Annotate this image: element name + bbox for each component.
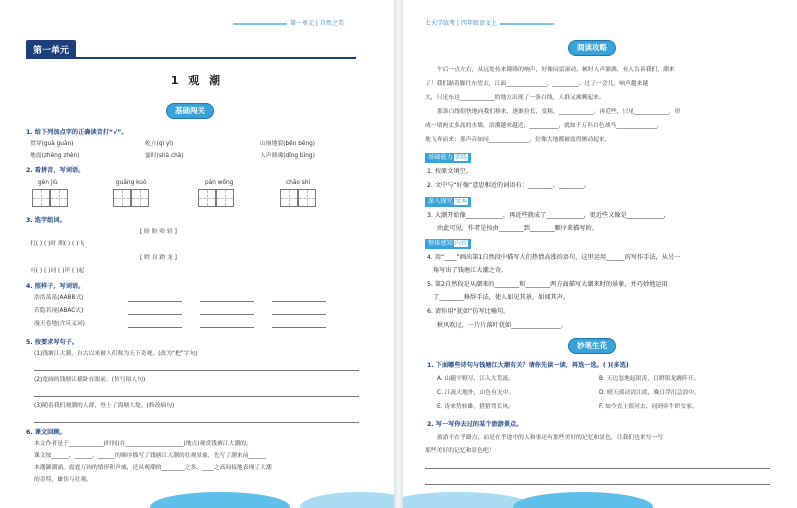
q6-title: 6. 课文回顾。 — [26, 429, 66, 436]
answer-line[interactable] — [272, 314, 326, 315]
q5-item: (3)随着我们观潮的人群，登上了海塘大堤。(修改病句) — [34, 403, 175, 409]
unit-divider — [26, 57, 356, 59]
answer-line[interactable] — [128, 314, 182, 315]
unit-badge: 第一单元 — [26, 40, 76, 59]
q1-item: 地震(zhèng zhèn) — [30, 153, 80, 159]
tag-basic-training: 基础能力 训练 — [425, 153, 471, 163]
answer-line[interactable] — [425, 484, 770, 485]
answer-line[interactable] — [200, 301, 254, 302]
q5-title: 5. 按要求写句子。 — [26, 339, 79, 346]
tag-overall: 整体感知 内容 — [425, 239, 471, 249]
q6-line: 课文按______、______、______的顺序描写了钱塘江大潮的壮观景象，先写了潮来前______ — [34, 453, 266, 459]
answer-line[interactable] — [128, 327, 182, 328]
q5-item: (2)宽阔的钱塘江横卧在眼前。(仿写拟人句) — [34, 377, 146, 383]
q3-row: 可( ) ( )词 ( )岸 ( )起 — [30, 268, 85, 274]
passage-line: 午后一点左右，从远处传来隆隆的响声，好像闷雷滚动。顿时人声鼎沸，有人告诉我们，潮来 — [437, 67, 675, 73]
poem-option[interactable]: E. 涛来势转雄，猎猎驾长风。 — [437, 404, 514, 410]
q1-item: 贯穿(guà guàn) — [30, 141, 74, 147]
r3: 由此可见，作者是按由________到________顺序来描写的。 — [437, 225, 598, 232]
answer-line[interactable] — [272, 301, 326, 302]
writing-grid[interactable] — [198, 189, 234, 207]
poem-option[interactable]: A. 山随平野尽，江入大荒流。 — [437, 376, 515, 382]
left-header: 第一单元 | 自然之美 — [230, 18, 344, 27]
answer-line[interactable] — [425, 468, 770, 469]
section-pill-reading: 阅读攻略 — [568, 40, 616, 56]
r6: 6. 请你用“犹如”仿写比喻句。 — [427, 308, 510, 315]
writing-grid[interactable] — [32, 189, 68, 207]
q3-chars: [ 瞪 艮 蹬 龙 ] — [140, 255, 177, 261]
q1-item: 人声鼎沸(dǐng bìng) — [260, 153, 315, 159]
q1-item: 山崩地裂(bēn bēng) — [260, 141, 316, 147]
r6: 秋风吹过，一片片落叶犹如________________。 — [437, 322, 567, 329]
r4: 角写出了钱塘江大潮之奇。 — [433, 267, 508, 274]
w1: 1. 下面哪些诗句与钱塘江大潮有关？请你先读一读，再选一选。( )(多选) — [427, 362, 629, 369]
q2-title: 2. 看拼音，写词语。 — [26, 167, 85, 174]
answer-line[interactable] — [272, 327, 326, 328]
r5: 5. 第2自然段是从潮来的________和________两方面描写大潮来时的景象，并巧妙地运用 — [427, 281, 668, 288]
w2-prompt: 那些美好的记忆和景色吧！ — [425, 448, 495, 454]
q6-line: 本文作者是于____________(时间)在____________________(地点)观赏钱塘江大潮的， — [34, 441, 252, 447]
r4: 4. 用“____”画出第1自然段中描写人们热情高涨的语句，这里运用______的写作手法，从另一 — [427, 254, 681, 261]
passage-line: 那条白线很快地向我们移来，逐渐拉长，变粗，____________。再近些，只见____________，形 — [437, 109, 681, 115]
q3-chars: [ 盼 盼 哈 轻 ] — [140, 229, 177, 235]
section-pill-basic: 基础闯关 — [166, 103, 214, 119]
poem-option[interactable]: F. 如今直上银河去，同到牵牛织女家。 — [599, 404, 698, 410]
pinyin: chāo shì — [286, 180, 311, 186]
right-header: 七天学练考 | 四年级语文上 — [425, 18, 557, 27]
answer-line[interactable] — [34, 370, 359, 371]
section-pill-writing: 妙笔生花 — [568, 338, 616, 354]
writing-grid[interactable] — [280, 189, 316, 207]
q6-line: 本潮御潮涌，震霆万钧的情形和声威，还从观潮的________之多、____之高间接地表现了大潮 — [34, 465, 272, 471]
pinyin: guāng kuò — [116, 180, 147, 186]
q4-title: 4. 照样子，写词语。 — [26, 283, 85, 290]
q3-title: 3. 选字组词。 — [26, 217, 66, 224]
poem-option[interactable]: D. 晴天摇动清江底，晚日浮沉急浪中。 — [599, 390, 700, 396]
q4-item: 浩浩荡荡(AABB式) — [34, 295, 84, 301]
q1-title: 1. 给下列加点字的正确读音打“√”。 — [26, 129, 128, 136]
answer-line[interactable] — [200, 327, 254, 328]
decor-wave — [150, 492, 290, 508]
decor-wave — [300, 492, 394, 508]
poem-option[interactable]: B. 天边忽地起银涛，目瞪银龙跳阵开。 — [599, 376, 700, 382]
w2: 2. 写一写你去过的某个旅游景点。 — [427, 421, 523, 428]
lesson-title: 1 观 潮 — [170, 74, 224, 87]
answer-line[interactable] — [200, 314, 254, 315]
left-page — [0, 0, 394, 508]
r5: 了________修辞手法，使人如见其景，如闻其声。 — [433, 294, 570, 301]
r2: 2. 文中与“好像”意思相近的词语有：________、________。 — [427, 182, 590, 189]
passage-line: 地飞奔而来；那声音如同______________，好像大地都被震得颤动起来。 — [425, 137, 611, 143]
writing-grid[interactable] — [113, 189, 149, 207]
q4-item: 若隐若现(ABAC式) — [34, 308, 84, 314]
r1: 1. 按原文填空。 — [427, 168, 472, 175]
passage-line: 了！我们踮着脚往东望去，江面______________，_________。过了一会儿，响声越来越 — [425, 81, 649, 87]
page-gutter — [394, 0, 403, 508]
r3: 3. 大潮开始像____________，再近些就成了____________，更近些又像是____________， — [427, 212, 670, 219]
w2-prompt: 旅游不在乎路点，而是在乎途中的人和事还有那些美好的记忆和景色，让我们也来写一写 — [437, 435, 664, 441]
q5-item: (1)钱塘江大潮，自古以来被人们称为天下奇观。(改为“把”字句) — [34, 351, 198, 357]
q6-line: 的奇特，雄伟与壮观。 — [34, 477, 92, 483]
answer-line[interactable] — [128, 301, 182, 302]
tag-deep-explore: 深入探究 文本 — [425, 197, 471, 207]
right-page — [403, 0, 797, 508]
answer-line[interactable] — [34, 422, 359, 423]
passage-line: 成一堵两丈多高的水墙。浪潮越来越近，__________，就如千万匹白色战马______________， — [425, 123, 663, 129]
poem-option[interactable]: C. 江流天地外，山色有无中。 — [437, 390, 515, 396]
q4-item: 漫天卷地(含反义词) — [34, 321, 85, 327]
decor-wave — [513, 492, 653, 508]
passage-line: 大，只见东边____________的地方出现了一条白线，人群又沸腾起来。 — [425, 95, 605, 101]
pinyin: pán wǒng — [205, 180, 234, 186]
pinyin: gèn jiù — [38, 180, 58, 186]
q1-item: 屹立(qì yì) — [145, 141, 174, 147]
q3-row: 打( ) ( )时 期( ) ( )飞 — [30, 241, 85, 247]
answer-line[interactable] — [34, 396, 359, 397]
q1-item: 霎时(shà chà) — [145, 153, 184, 159]
